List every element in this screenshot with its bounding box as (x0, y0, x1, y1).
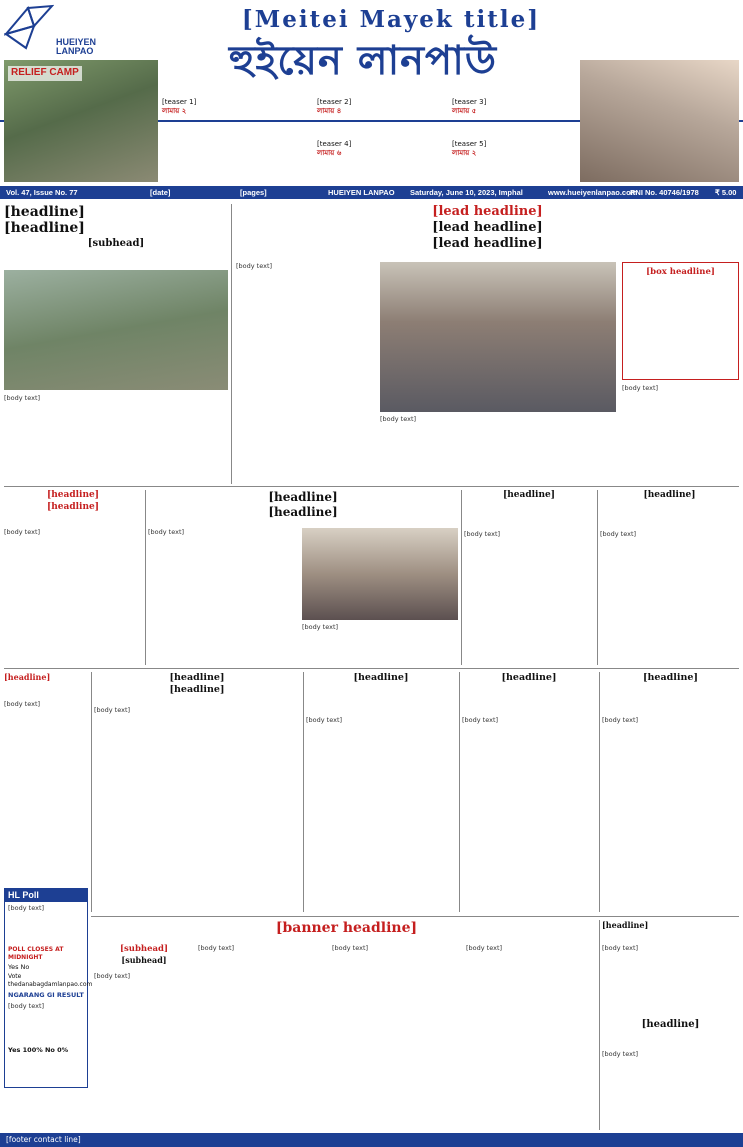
poll-question: [body text] (8, 904, 45, 913)
row-rule (91, 916, 739, 917)
poll-options[interactable]: Yes No (8, 963, 30, 972)
headline: [headline] (169, 684, 225, 696)
story-center-right (464, 490, 594, 502)
teaser[interactable]: [teaser 1] লামায় ২ (162, 98, 197, 115)
info-bar (0, 186, 743, 199)
poll-result-label: NGARANG GI RESULT (8, 991, 84, 1000)
relief-camp-photo (4, 60, 158, 182)
headline: [headline] (641, 1019, 700, 1030)
column-rule (461, 490, 462, 665)
lead-headline: [lead headline] (432, 219, 543, 235)
story-body: [body text] (466, 944, 503, 952)
headline: [headline] (602, 920, 649, 930)
story-body: [body text] (464, 530, 501, 538)
story-relief-camp (602, 920, 739, 930)
banner-headline: [banner headline] (275, 920, 418, 936)
price: ₹ 5.00 (715, 188, 737, 197)
relief-camp-label: RELIEF CAMP (8, 66, 82, 81)
story-lokhaopung (462, 672, 596, 684)
column-rule (597, 490, 598, 665)
subheadline: [subhead] (120, 944, 168, 954)
story-body: [body text] (602, 1050, 639, 1058)
poll-result-values: Yes 100% No 0% (8, 1045, 69, 1054)
headline: [headline] (268, 505, 338, 519)
date-english: Saturday, June 10, 2023, Imphal (410, 188, 523, 197)
teaser[interactable]: [teaser 3] লামায় ৫ (452, 98, 487, 115)
poll-closes-label: POLL CLOSES AT MIDNIGHT (8, 946, 64, 961)
row-rule (4, 668, 739, 669)
procession-photo (580, 60, 739, 182)
headline: [headline] (4, 672, 51, 682)
subheadline: [subhead] (121, 954, 167, 965)
paper-name: HUEIYEN LANPAO (328, 188, 395, 197)
story-mla-opinion (4, 490, 142, 513)
column-rule (145, 490, 146, 665)
footer-contact-bar: [footer contact line] (0, 1133, 743, 1147)
headline: [headline] (46, 501, 100, 512)
website-link[interactable]: www.hueiyenlanpao.com (548, 188, 638, 197)
meeting-photo (302, 528, 458, 620)
teaser[interactable]: [teaser 4] লামায় ৬ (317, 140, 352, 157)
headline: [headline] (46, 490, 100, 500)
date-local: [date] (150, 188, 171, 197)
headline: [headline] (643, 672, 698, 683)
story-body: [body text] (306, 716, 343, 724)
column-rule (599, 672, 600, 912)
headline: [headline] (501, 672, 557, 683)
headline: [headline] (4, 220, 85, 237)
lead-story (236, 204, 739, 252)
headline: [headline] (353, 672, 409, 683)
column-rule (231, 204, 232, 484)
row-rule (4, 486, 739, 487)
teaser[interactable]: [teaser 5] লামায় ২ (452, 140, 487, 157)
lead-headline: [lead headline] (432, 204, 543, 219)
poll-title: HL Poll (5, 889, 87, 902)
meitei-title: [Meitei Mayek title] (241, 6, 541, 33)
story-body: [body text] (380, 415, 417, 423)
headline: [headline] (643, 490, 696, 500)
headline: [headline] (268, 490, 338, 504)
volume: Vol. 47, Issue No. 77 (6, 188, 78, 197)
bottom-subheads (94, 944, 194, 965)
press-conference-photo (380, 262, 616, 412)
logo-text (56, 38, 96, 57)
story-political-parties (148, 490, 458, 520)
story-body: [body text] (602, 716, 639, 724)
rni-number: RNI No. 40746/1978 (630, 188, 699, 197)
lead-headline: [lead headline] (432, 235, 543, 251)
page-count: [pages] (240, 188, 267, 197)
army-camp-photo (4, 270, 228, 390)
teaser-row (162, 98, 576, 182)
bengali-title: হুইয়েন লানপাউ (229, 37, 497, 84)
subheadline: [subhead] (87, 238, 145, 250)
column-rule (459, 672, 460, 912)
story-body: [body text] (462, 716, 499, 724)
headline: [headline] (169, 672, 225, 683)
story-girls-missing (94, 672, 300, 697)
story-churachandpur (600, 490, 739, 502)
headline: [headline] (502, 490, 556, 500)
story-body: [body text] (332, 944, 369, 952)
logo-text-line1: HUEIYEN (56, 37, 97, 47)
box-headline: [box headline] (646, 267, 715, 277)
story-arms (306, 672, 456, 684)
quote-box (622, 262, 739, 380)
poll-vote-line[interactable]: Vote thedanabagdamlanpao.com (8, 973, 93, 988)
story-body: [body text] (302, 623, 339, 631)
poll-result-question: [body text] (8, 1001, 45, 1010)
story-brief-left (4, 672, 88, 682)
logo (4, 4, 112, 58)
story-university (602, 672, 739, 684)
column-rule (91, 672, 92, 912)
story-body: [body text] (602, 944, 639, 952)
story-body: [body text] (148, 528, 185, 536)
story-body: [body text] (4, 528, 41, 536)
story-body: [body text] (600, 530, 637, 538)
story-body: [body text] (4, 394, 41, 402)
story-body: [body text] (94, 972, 131, 980)
story-body: [body text] (622, 384, 659, 392)
story-kuki-camp (4, 204, 228, 251)
story-body: [body text] (236, 262, 273, 270)
story-bottom-banner (94, 920, 599, 938)
headline: [headline] (4, 204, 85, 220)
story-police-officer (602, 1018, 739, 1031)
logo-text-line2: LANPAO (56, 46, 94, 57)
column-rule (303, 672, 304, 912)
story-body: [body text] (198, 944, 235, 952)
story-body: [body text] (4, 700, 41, 708)
column-rule (599, 920, 600, 1130)
teaser[interactable]: [teaser 2] লামায় ৪ (317, 98, 352, 115)
story-body: [body text] (94, 706, 131, 714)
bird-logo-icon (4, 4, 54, 50)
hl-poll-box (4, 888, 93, 1088)
